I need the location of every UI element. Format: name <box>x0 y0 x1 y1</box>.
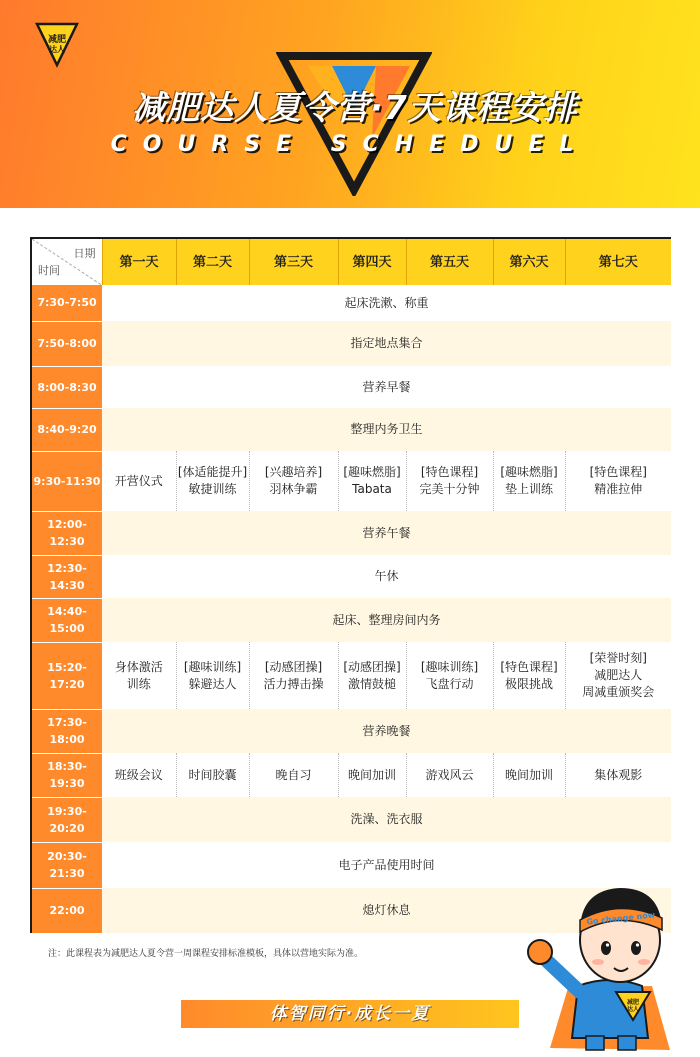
table-row <box>32 366 671 408</box>
table-row <box>32 642 671 709</box>
time-slot-cell: 7:30-7:50 <box>32 285 102 321</box>
activity-line: 敏捷训练 <box>188 482 237 496</box>
activity-cell <box>249 451 338 511</box>
time-slot-cell: 14:40-15:00 <box>32 598 102 642</box>
activity-line: 飞盘行动 <box>425 676 474 691</box>
time-slot-cell: 19:30-20:20 <box>32 797 102 842</box>
table-row <box>32 408 671 451</box>
activity-cell <box>338 753 406 797</box>
activity-cell <box>406 642 493 709</box>
time-slot-cell: 20:30-21:30 <box>32 842 102 888</box>
activity-line: 躲避达人 <box>188 676 237 691</box>
activity-cell <box>176 642 249 709</box>
activity-line: 晚间加训 <box>504 767 553 782</box>
corner-time-label: 时间 <box>38 264 60 277</box>
activity-cell <box>493 753 565 797</box>
svg-text:减肥: 减肥 <box>626 999 640 1006</box>
activity-line: 训练 <box>126 676 151 691</box>
activity-cell: 熄灯休息 <box>102 888 671 933</box>
activity-cell: 洗澡、洗衣服 <box>102 797 671 842</box>
activity-cell <box>565 451 671 511</box>
activity-line: [特色课程] <box>500 659 558 674</box>
activity-line: 晚自习 <box>275 767 312 782</box>
day-header: 第三天 <box>249 239 338 285</box>
time-slot-cell: 17:30-18:00 <box>32 709 102 753</box>
day-header: 第五天 <box>406 239 493 285</box>
activity-line: [体适能提升] <box>177 465 248 479</box>
time-slot-cell: 15:20-17:20 <box>32 642 102 709</box>
activity-line: [动感团操] <box>343 659 401 674</box>
day-header: 第七天 <box>565 239 671 285</box>
activity-line: 激情鼓槌 <box>347 676 396 691</box>
activity-cell <box>565 753 671 797</box>
activity-line: [荣誉时刻] <box>589 651 647 665</box>
schedule-table <box>30 237 671 933</box>
activity-line: 时间胶囊 <box>188 767 237 782</box>
table-row <box>32 321 671 366</box>
activity-cell <box>102 753 176 797</box>
table-row <box>32 285 671 321</box>
mascot-headband-text: Go change now <box>586 910 656 927</box>
activity-cell <box>565 642 671 709</box>
activity-line: 开营仪式 <box>114 473 163 488</box>
table-row <box>32 753 671 797</box>
activity-cell: 营养午餐 <box>102 511 671 555</box>
header-corner-cell <box>32 239 102 285</box>
svg-text:达人: 达人 <box>49 45 65 54</box>
activity-cell <box>176 451 249 511</box>
activity-line: 完美十分钟 <box>419 482 480 496</box>
header-banner <box>0 0 700 208</box>
activity-line: 垫上训练 <box>504 482 553 496</box>
activity-line: [特色课程] <box>420 465 479 479</box>
activity-cell: 营养晚餐 <box>102 709 671 753</box>
time-slot-cell: 8:40-9:20 <box>32 408 102 451</box>
time-slot-cell: 12:00-12:30 <box>32 511 102 555</box>
page-subtitle: COURSE SCHEDUEL <box>110 132 590 157</box>
table-row <box>32 797 671 842</box>
activity-line: 羽林争霸 <box>269 482 318 496</box>
activity-line: [特色课程] <box>589 465 647 479</box>
activity-cell <box>406 451 493 511</box>
activity-line: [兴趣培养] <box>264 465 323 479</box>
time-slot-cell: 8:00-8:30 <box>32 366 102 408</box>
activity-line: [动感团操] <box>264 659 323 674</box>
activity-line: 活力搏击操 <box>263 676 324 691</box>
svg-text:达人: 达人 <box>626 1006 640 1013</box>
table-row <box>32 511 671 555</box>
activity-cell: 午休 <box>102 555 671 598</box>
activity-cell <box>338 451 406 511</box>
activity-cell <box>338 642 406 709</box>
activity-line: [趣味燃脂] <box>500 465 558 479</box>
footnote: 注：此课程表为减肥达人夏令营一周课程安排标准模板，具体以营地实际为准。 <box>48 949 364 959</box>
time-slot-cell: 22:00 <box>32 888 102 933</box>
activity-line: 精准拉伸 <box>594 482 643 496</box>
slogan-banner: 体智同行·成长一夏 <box>181 1000 519 1028</box>
activity-line: [趣味燃脂] <box>343 465 401 479</box>
day-header: 第一天 <box>102 239 176 285</box>
day-header: 第二天 <box>176 239 249 285</box>
activity-line: 身体激活 <box>114 659 163 674</box>
mascot-illustration <box>520 868 692 1053</box>
page-title: 减肥达人夏令营·7天课程安排 <box>132 88 578 127</box>
table-row <box>32 709 671 753</box>
activity-cell <box>102 642 176 709</box>
table-row <box>32 598 671 642</box>
time-slot-cell: 12:30-14:30 <box>32 555 102 598</box>
svg-text:减肥: 减肥 <box>47 35 67 45</box>
activity-cell: 指定地点集合 <box>102 321 671 366</box>
activity-cell <box>176 753 249 797</box>
activity-line: 周减重颁奖会 <box>582 685 655 699</box>
logo-badge-icon <box>34 20 80 68</box>
activity-cell <box>249 753 338 797</box>
time-slot-cell: 7:50-8:00 <box>32 321 102 366</box>
activity-cell <box>406 753 493 797</box>
activity-line: [趣味训练] <box>420 659 479 674</box>
activity-cell <box>493 642 565 709</box>
time-slot-cell: 9:30-11:30 <box>32 451 102 511</box>
activity-line: 班级会议 <box>114 767 163 782</box>
day-header: 第六天 <box>493 239 565 285</box>
day-header: 第四天 <box>338 239 406 285</box>
activity-line: 游戏风云 <box>425 767 474 782</box>
activity-cell: 起床、整理房间内务 <box>102 598 671 642</box>
activity-line: [趣味训练] <box>183 659 242 674</box>
activity-line: 晚间加训 <box>347 767 396 782</box>
activity-cell: 整理内务卫生 <box>102 408 671 451</box>
activity-line: 减肥达人 <box>594 668 643 682</box>
time-slot-cell: 18:30-19:30 <box>32 753 102 797</box>
activity-cell: 起床洗漱、称重 <box>102 285 671 321</box>
activity-cell <box>249 642 338 709</box>
activity-cell <box>102 451 176 511</box>
table-row <box>32 451 671 511</box>
corner-date-label: 日期 <box>73 247 96 260</box>
activity-cell: 营养早餐 <box>102 366 671 408</box>
activity-line: 集体观影 <box>594 767 643 782</box>
activity-line: 极限挑战 <box>504 676 553 691</box>
activity-line: Tabata <box>352 482 392 496</box>
activity-cell <box>493 451 565 511</box>
table-row <box>32 555 671 598</box>
activity-cell: 电子产品使用时间 <box>102 842 671 888</box>
